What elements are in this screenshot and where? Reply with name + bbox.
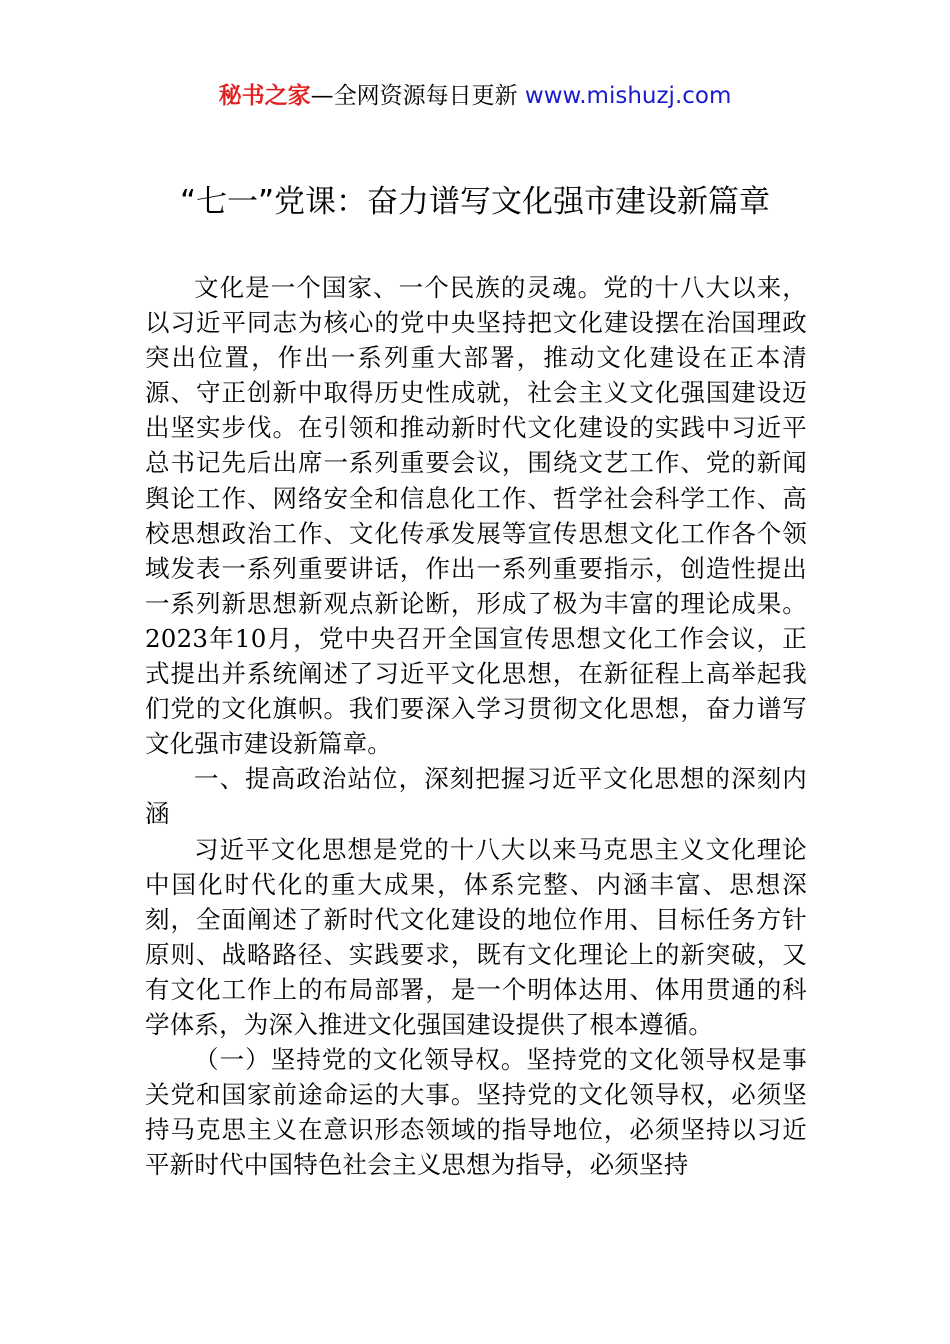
site-tagline: —全网资源每日更新 — [310, 83, 525, 109]
site-url-link[interactable]: www.mishuzj.com — [524, 83, 732, 109]
subsection-paragraph-1: （一）坚持党的文化领导权。坚持党的文化领导权是事关党和国家前途命运的大事。坚持党的文化领导权，必须坚持马克思主义在意识形态领域的指导地位，必须坚持以习近平新时代中国特色社会主义思想为指导，必须坚持 — [145, 1045, 807, 1180]
intro-paragraph: 文化是一个国家、一个民族的灵魂。党的十八大以来，以习近平同志为核心的党中央坚持把文化建设摆在治国理政突出位置，作出一系列重大部署，推动文化建设在正本清源、守正创新中取得历史性成就，社会主义文化强国建设迈出坚实步伐。在引领和推动新时代文化建设的实践中习近平总书记先后出席一系列重要会议，围绕文艺工作、党的新闻舆论工作、网络安全和信息化工作、哲学社会科学工作、高校思想政治工作、文化传承发展等宣传思想文化工作各个领域发表一系列重要讲话，作出一系列重要指示，创造性提出一系列新思想新观点新论断，形成了极为丰富的理论成果。2023年10月，党中央召开全国宣传思想文化工作会议，正式提出并系统阐述了习近平文化思想，在新征程上高举起我们党的文化旗帜。我们要深入学习贯彻文化思想，奋力谱写文化强市建设新篇章。 — [145, 273, 807, 759]
section-paragraph-1: 习近平文化思想是党的十八大以来马克思主义文化理论中国化时代化的重大成果，体系完整、内涵丰富、思想深刻，全面阐述了新时代文化建设的地位作用、目标任务方针原则、战略路径、实践要求，既有文化理论上的新突破，又有文化工作上的布局部署，是一个明体达用、体用贯通的科学体系，为深入推进文化强国建设提供了根本遵循。 — [145, 834, 807, 1039]
site-brand[interactable]: 秘书之家 — [218, 83, 311, 109]
site-header — [0, 80, 950, 112]
section-heading-1: 一、提高政治站位，深刻把握习近平文化思想的深刻内涵 — [145, 764, 807, 829]
document-title: “七一”党课：奋力谱写文化强市建设新篇章 — [179, 184, 771, 220]
document-body — [145, 270, 807, 1182]
